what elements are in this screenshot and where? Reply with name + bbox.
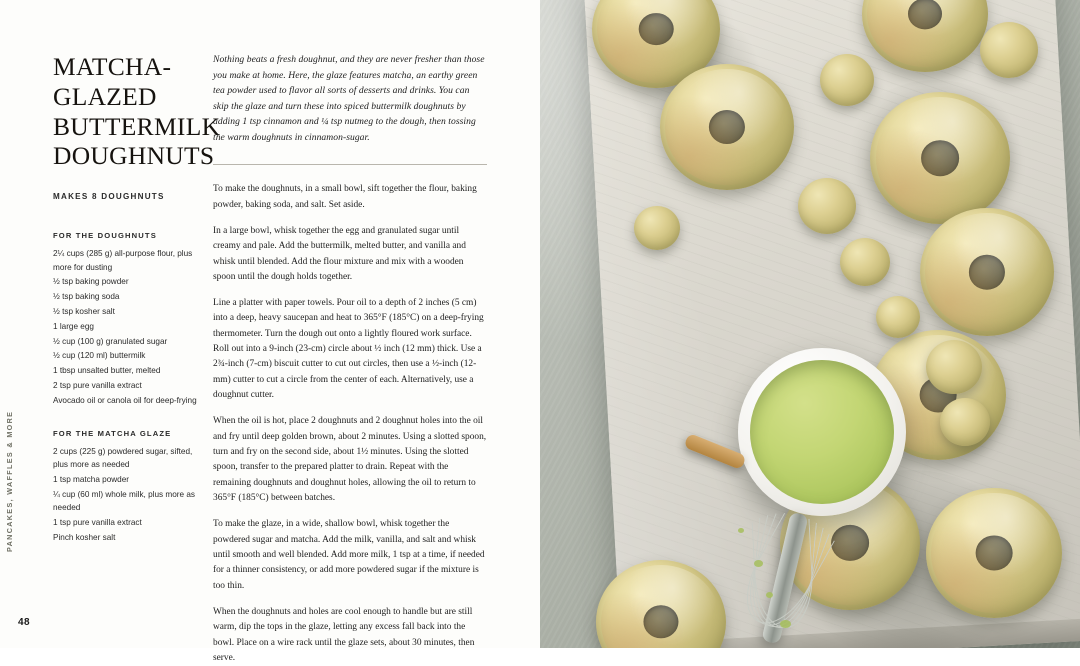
list-item: 1 tsp matcha powder: [53, 474, 130, 484]
doughnut-hole: [940, 398, 990, 446]
recipe-photo: [540, 0, 1080, 648]
recipe-step: Line a platter with paper towels. Pour oil to a depth of 2 inches (5 cm) into a deep, heavy saucepan and heat to 365°F (185°C) on a deep-frying thermometer. Turn the dough out onto a lightly floured work surface. Roll out into a 9-inch (23-cm) circle about ½ inch (12 mm) thick. Use a 2¾-inch (7-cm) biscuit cutter to cut out circles, then use a ½-inch (12-mm) cutter to cut a circle from the center of each. Alternatively, use a doughnut cutter.: [213, 298, 484, 401]
ingredient-list-doughnuts: [53, 247, 205, 407]
list-item: 1 tsp pure vanilla extract: [53, 517, 142, 527]
list-item: 2¼ cups (285 g) all-purpose flour, plus more for dusting: [53, 249, 193, 272]
recipe-step: When the oil is hot, place 2 doughnuts and 2 doughnut holes into the oil and fry until deep golden brown, about 2 minutes. Using a slotted spoon, turn and fry on the second side, about 1½ minutes. Using the slotted spoon, transfer to the prepared platter to drain. Repeat with the remaining doughnuts and doughnut holes, allowing the oil to return to 365°F (185°C) between batches.: [213, 416, 487, 504]
list-item: ¼ cup (60 ml) whole milk, plus more as needed: [53, 489, 195, 513]
recipe-yield: MAKES 8 DOUGHNUTS: [53, 192, 165, 202]
doughnut: [660, 64, 794, 190]
ingredient-group-heading-doughnuts: FOR THE DOUGHNUTS: [53, 231, 157, 241]
ingredient-group-heading-glaze: FOR THE MATCHA GLAZE: [53, 428, 172, 438]
matcha-glaze: [750, 360, 894, 504]
doughnut-hole: [820, 54, 874, 106]
list-item: 1 tbsp unsalted butter, melted: [53, 366, 161, 376]
list-item: 2 cups (225 g) powdered sugar, sifted, plus more as needed: [53, 446, 193, 470]
list-item: ½ tsp kosher salt: [53, 306, 115, 316]
recipe-title: MATCHA-GLAZED BUTTERMILK DOUGHNUTS: [53, 52, 221, 171]
recipe-step: In a large bowl, whisk together the egg and granulated sugar until creamy and pale. Add the buttermilk, melted butter, and vanilla and whisk until blended. Add the flour mixture and mix with a wooden spoon until the dough holds together.: [213, 225, 466, 282]
recipe-step: When the doughnuts and holes are cool enough to handle but are still warm, dip the tops in the glaze, letting any excess fall back into the bowl. Place on a wire rack until the glaze sets, about 30 minutes, then serve.: [213, 607, 475, 664]
list-item: 1 large egg: [53, 321, 94, 331]
list-item: ½ cup (100 g) granulated sugar: [53, 336, 168, 346]
doughnut-hole: [840, 238, 890, 286]
doughnut-hole: [876, 296, 920, 338]
recipe-intro: Nothing beats a fresh doughnut, and they are never fresher than those you make at home. Here, the glaze features matcha, an earthy green tea powder used to flavor all sorts of desserts and drinks. You can skip the glaze and turn these into spiced buttermilk doughnuts by adding 1 tsp cinnamon and ¼ tsp nutmeg to the dough, then tossing the warm doughnuts in cinnamon-sugar.: [213, 54, 485, 143]
page-number: 48: [18, 617, 31, 628]
doughnut-hole: [926, 340, 982, 394]
recipe-step: To make the doughnuts, in a small bowl, sift together the flour, baking powder, baking soda, and salt. Set aside.: [213, 184, 477, 210]
list-item: ½ tsp baking powder: [53, 277, 129, 287]
chapter-tab: PANCAKES, WAFFLES & MORE: [5, 410, 14, 552]
glaze-drip: [780, 620, 791, 628]
ingredient-list-glaze: [53, 445, 205, 544]
glaze-bowl: [738, 348, 906, 516]
recipe-right-column: [213, 52, 487, 666]
glaze-drip: [738, 528, 744, 533]
doughnut: [920, 208, 1054, 336]
list-item: ½ cup (120 ml) buttermilk: [53, 351, 146, 361]
recipe-left-column: [53, 52, 221, 545]
recipe-step: To make the glaze, in a wide, shallow bowl, whisk together the powdered sugar and matcha. Add the milk, vanilla, and salt and whisk until smooth and well blended. Add more milk, 1 tsp at a time, if needed for a thinner consistency, or add more powdered sugar if the mixture is too thin.: [213, 519, 485, 591]
list-item: Avocado oil or canola oil for deep-frying: [53, 395, 197, 405]
list-item: ½ tsp baking soda: [53, 292, 120, 302]
recipe-text-page: [0, 0, 540, 664]
doughnut-hole: [798, 178, 856, 234]
doughnut-hole: [980, 22, 1038, 78]
list-item: Pinch kosher salt: [53, 532, 116, 542]
doughnut: [870, 92, 1010, 224]
doughnut: [926, 488, 1062, 618]
glaze-drip: [766, 592, 773, 598]
list-item: 2 tsp pure vanilla extract: [53, 380, 142, 390]
glaze-drip: [754, 560, 763, 567]
section-divider: [213, 164, 487, 165]
doughnut-hole: [634, 206, 680, 250]
